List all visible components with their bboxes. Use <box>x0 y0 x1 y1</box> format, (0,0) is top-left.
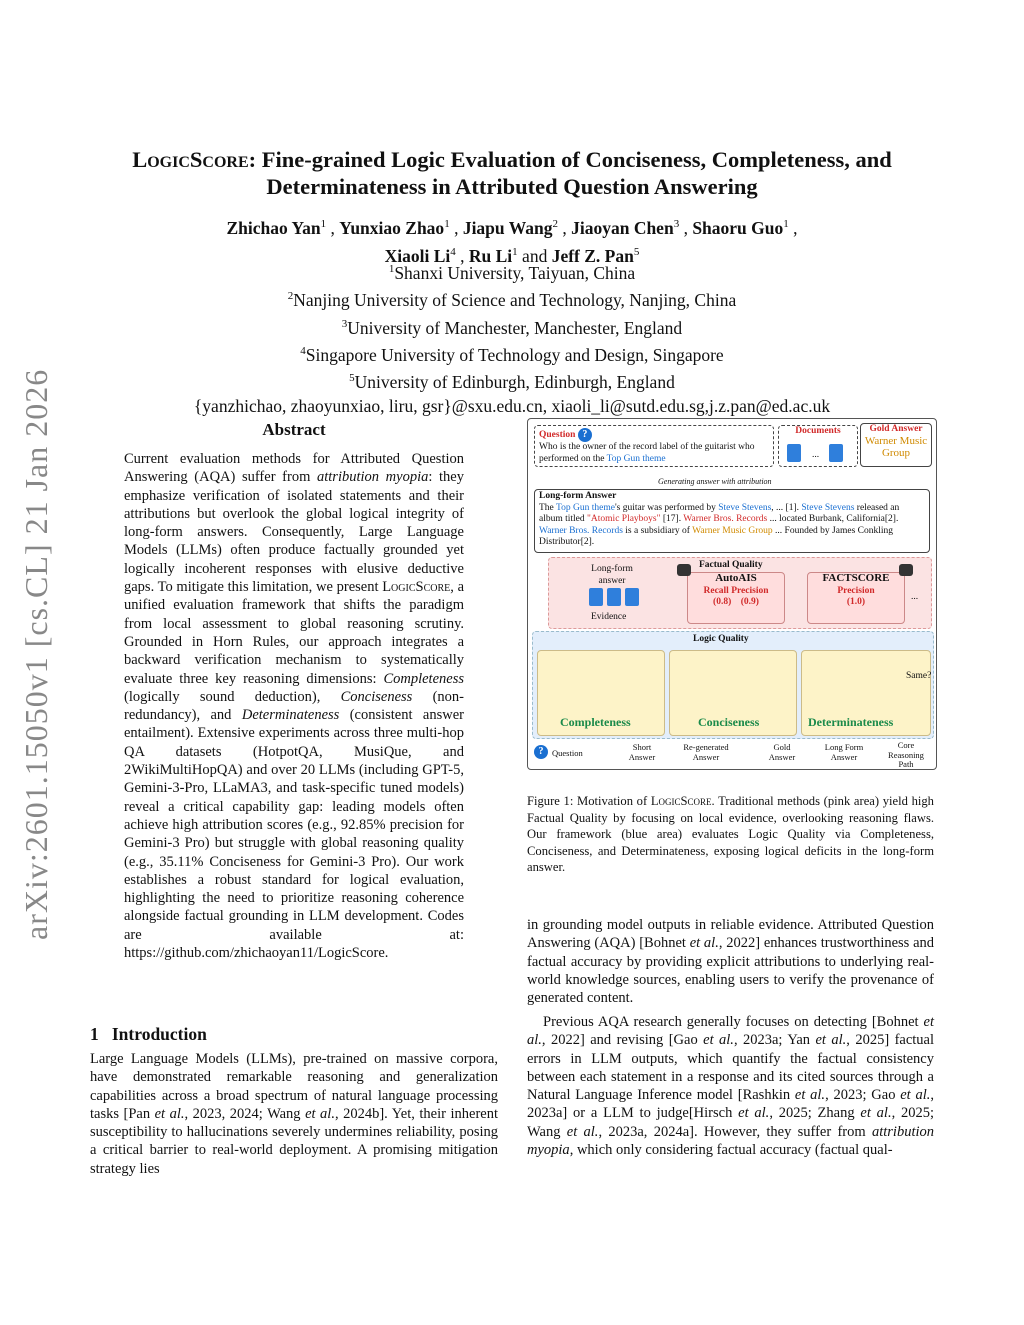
author: Xiaoli Li <box>384 245 451 266</box>
author: Yunxiao Zhao <box>339 217 445 238</box>
title-logicscore: LogicScore <box>132 147 249 172</box>
author: Jiaoyan Chen <box>571 217 674 238</box>
gold-answer-box: Gold Answer Warner Music Group <box>860 423 932 467</box>
author: Jiapu Wang <box>462 217 553 238</box>
title-line2: Determinateness in Attributed Question Answering <box>266 174 758 199</box>
arxiv-stamp: arXiv:2601.15050v1 [cs.CL] 21 Jan 2026 <box>18 368 54 940</box>
robot-icon <box>899 564 913 576</box>
affiliation: $^1$Shanxi University, Taiyuan, China <box>388 262 636 283</box>
documents-box: Documents ... <box>778 425 858 467</box>
paper-title <box>60 146 964 200</box>
intro-paragraph: Large Language Models (LLMs), pre-trained on massive corpora, have demonstrated remarkable reasoning and generalization capabilities across a broad spectrum of natural language processing tasks [Pan et al., 2023, 2024; Wang et al., 2024b]. Yet, their inherent susceptibility to hallucinations severely undermines reliability, posing a critical barrier to real-world deployment. A promising mitigation strategy lies <box>90 1051 498 1177</box>
long-form-answer-box: Long-form Answer The Top Gun theme's guitar was performed by Steve Stevens, ... [1]. Steve Stevens released an album titled "Atomic Playboys" [17]. Warner Bros. Records ... located Burbank, California[2]. Warner Bros. Records is a subsidiary of Warner Music Group ... Founded by James Conkling Distributor[2]. <box>534 489 930 553</box>
question-icon: ? <box>578 428 592 442</box>
author-and: and <box>522 245 548 266</box>
document-icon <box>829 444 843 462</box>
completeness-panel: Completeness <box>537 650 665 736</box>
author: Zhichao Yan <box>226 217 321 238</box>
question-box: Question ? Who is the owner of the record label of the guitarist who performed on the Top Gun theme <box>534 425 774 467</box>
document-icon <box>787 444 801 462</box>
affiliation: $^5$University of Edinburgh, Edinburgh, England <box>349 372 675 393</box>
affiliation: $^3$University of Manchester, Manchester, England <box>341 317 683 338</box>
affiliations <box>60 258 964 418</box>
logic-quality-area: Logic Quality Completeness Conciseness Determinateness Same? <box>532 631 934 739</box>
author-list: Zhichao Yan$^1$ , Yunxiao Zhao$^1$ , Jiapu Wang$^2$ , Jiaoyan Chen$^3$ , Shaoru Guo$^1$ , Xiaoli Li$^4$ , Ru Li$^1$ and Jeff Z. Pan$^5$ <box>226 217 798 266</box>
determinateness-panel: Determinateness Same? <box>801 650 931 736</box>
author: Jeff Z. Pan <box>551 245 634 266</box>
robot-icon <box>677 564 691 576</box>
affiliation: $^4$Singapore University of Technology and Design, Singapore <box>300 344 724 365</box>
autoais-box: AutoAIS Recall Precision (0.8) (0.9) <box>687 572 785 624</box>
figure-caption: Figure 1: Motivation of LogicScore. Traditional methods (pink area) yield high Factual Quality by focusing on local evidence, overlooking reasoning flaws. Our framework (blue area) evaluates Logic Quality via Completeness, Conciseness, and Determinateness, exposing logical deficits in the long-form answer. <box>527 794 934 874</box>
generation-note: Generating answer with attribution <box>658 477 772 486</box>
author: Ru Li <box>468 245 513 266</box>
figure-legend: ? Question Short Answer Re-generated Answer Gold Answer Long Form Answer Core Reasoning Path <box>532 741 932 767</box>
conciseness-panel: Conciseness <box>669 650 797 736</box>
author: Shaoru Guo <box>692 217 784 238</box>
abstract-body: Current evaluation methods for Attributed Question Answering (AQA) suffer from attribution myopia: they emphasize verification of isolated statements and their attributions but overlook the global logical integrity of long-form answers. Consequently, Large Language Models (LLMs) often produce factually grounded yet logically incoherent responses with elusive deductive gaps. To mitigate this limitation, we present LogicScore, a unified evaluation framework that shifts the paradigm from local assessment to global reasoning scrutiny. Grounded in Horn Rules, our approach integrates a backward verification mechanism to systematically evaluate three key reasoning dimensions: Completeness (logically sound deduction), Conciseness (non-redundancy), and Determinateness (consistent answer entailment). Extensive experiments across three multi-hop QA datasets (HotpotQA, MusiQue, and 2WikiMultiHopQA) and over 20 LLMs (including GPT-5, Gemini-3-Pro, LLaMA3, and task-specific tuned models) reveal a critical capability gap: leading models often achieve high attribution scores (e.g., 92.85% precision for Gemini-3 Pro) but struggle with global reasoning quality (e.g., 35.11% Conciseness for Gemini-3 Pro). Our work establishes a robust standard for logical evaluation, highlighting the need to prioritize reasoning coherence alongside factual grounding in LLM development. Codes are available at: https://github.com/zhichaoyan11/LogicScore. <box>124 451 465 962</box>
col2-paragraph-1: in grounding model outputs in reliable evidence. Attributed Question Answering (AQA) [Bohnet et al., 2022] enhances trustworthiness and factual accuracy by providing explicit attributions to underlying real-world knowledge sources, enabling users to verify the provenance of generated content. <box>527 917 935 1007</box>
affiliation: $^2$Nanjing University of Science and Technology, Nanjing, China <box>287 290 737 311</box>
figure-1 <box>527 418 937 770</box>
factscore-box: FACTSCORE Precision (1.0) <box>807 572 905 624</box>
question-label: Question <box>539 430 576 440</box>
abstract-heading: Abstract <box>262 420 326 439</box>
emails: {yanzhichao, zhaoyunxiao, liru, gsr}@sxu.edu.cn, xiaoli_li@sutd.edu.sg,j.z.pan@ed.ac.uk <box>193 395 831 416</box>
factual-quality-area: Factual Quality Long-form answer Evidence AutoAIS Recall Precision (0.8) (0.9) FACTSCORE Precision (1.0) ... <box>548 557 932 629</box>
title-rest: : Fine-grained Logic Evaluation of Conciseness, Completeness, and <box>248 147 892 172</box>
col2-paragraph-2: Previous AQA research generally focuses on detecting [Bohnet et al., 2022] and revising [Gao et al., 2023a; Yan et al., 2025] factual errors in LLM outputs, which quantify the factual consistency between each statement in a response and its cited sources through a Natural Language Inference model [Rashkin et al., 2023; Gao et al., 2023a] or a LLM to judge[Hirsch et al., 2025; Zhang et al., 2025; Wang et al., 2023a, 2024a]. However, they suffer from attribution myopia, which only considering factual accuracy (factual qual- <box>527 1014 935 1159</box>
section-heading: 1 Introduction <box>90 1024 207 1044</box>
